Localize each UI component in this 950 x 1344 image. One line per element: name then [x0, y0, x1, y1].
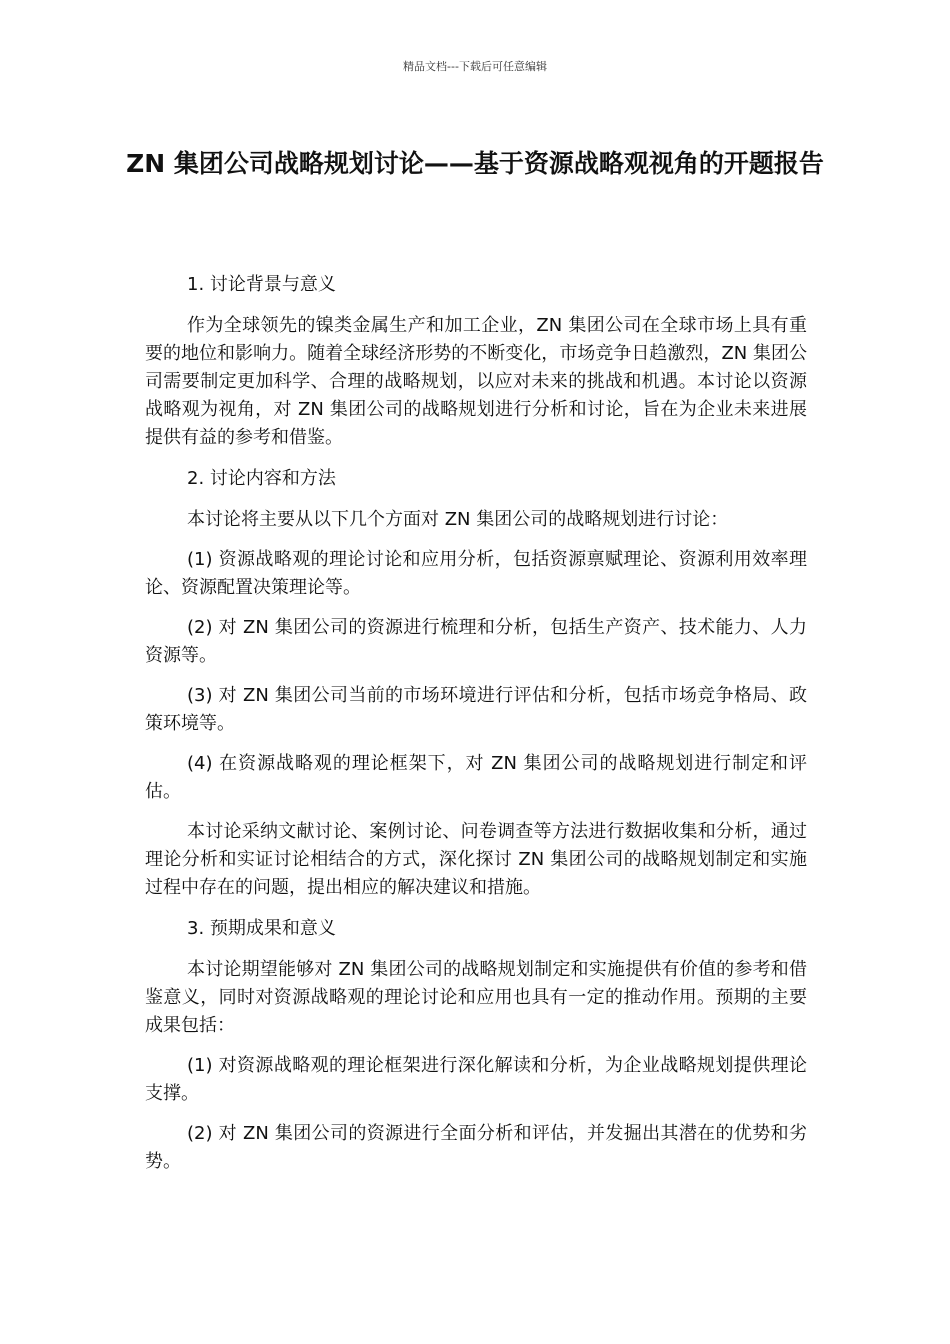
section-heading: 2. 讨论内容和方法: [187, 468, 336, 489]
list-item: (4) 在资源战略观的理论框架下，对 ZN 集团公司的战略规划进行制定和评估。: [145, 753, 807, 802]
document-title: ZN 集团公司战略规划讨论——基于资源战略观视角的开题报告: [126, 149, 824, 178]
document-body: [145, 270, 807, 1188]
page-header-note: 精品文档---下载后可任意编辑: [403, 60, 547, 73]
body-paragraph: 本讨论采纳文献讨论、案例讨论、问卷调查等方法进行数据收集和分析，通过理论分析和实证讨论相结合的方式，深化探讨 ZN 集团公司的战略规划制定和实施过程中存在的问题，提出相应的解决建议和措施。: [145, 821, 807, 898]
body-paragraph: 作为全球领先的镍类金属生产和加工企业，ZN 集团公司在全球市场上具有重要的地位和影响力。随着全球经济形势的不断变化，市场竞争日趋激烈，ZN 集团公司需要制定更加科学、合理的战略规划，以应对未来的挑战和机遇。本讨论以资源战略观为视角，对 ZN 集团公司的战略规划进行分析和讨论，旨在为企业未来进展提供有益的参考和借鉴。: [145, 315, 807, 448]
list-item: (1) 对资源战略观的理论框架进行深化解读和分析，为企业战略规划提供理论支撑。: [145, 1055, 807, 1104]
body-paragraph: 本讨论将主要从以下几个方面对 ZN 集团公司的战略规划进行讨论：: [187, 509, 729, 530]
section-heading: 3. 预期成果和意义: [187, 918, 336, 939]
list-item: (2) 对 ZN 集团公司的资源进行全面分析和评估，并发掘出其潜在的优势和劣势。: [145, 1123, 807, 1172]
section-background: [145, 270, 807, 452]
body-paragraph: 本讨论期望能够对 ZN 集团公司的战略规划制定和实施提供有价值的参考和借鉴意义，同时对资源战略观的理论讨论和应用也具有一定的推动作用。预期的主要成果包括：: [145, 959, 807, 1036]
section-heading: 1. 讨论背景与意义: [187, 274, 336, 295]
list-item: (2) 对 ZN 集团公司的资源进行梳理和分析，包括生产资产、技术能力、人力资源等。: [145, 617, 807, 666]
list-item: (3) 对 ZN 集团公司当前的市场环境进行评估和分析，包括市场竞争格局、政策环境等。: [145, 685, 807, 734]
section-content-methods: [145, 464, 807, 902]
section-expected-results: [145, 914, 807, 1176]
list-item: (1) 资源战略观的理论讨论和应用分析，包括资源禀赋理论、资源利用效率理论、资源配置决策理论等。: [145, 549, 807, 598]
